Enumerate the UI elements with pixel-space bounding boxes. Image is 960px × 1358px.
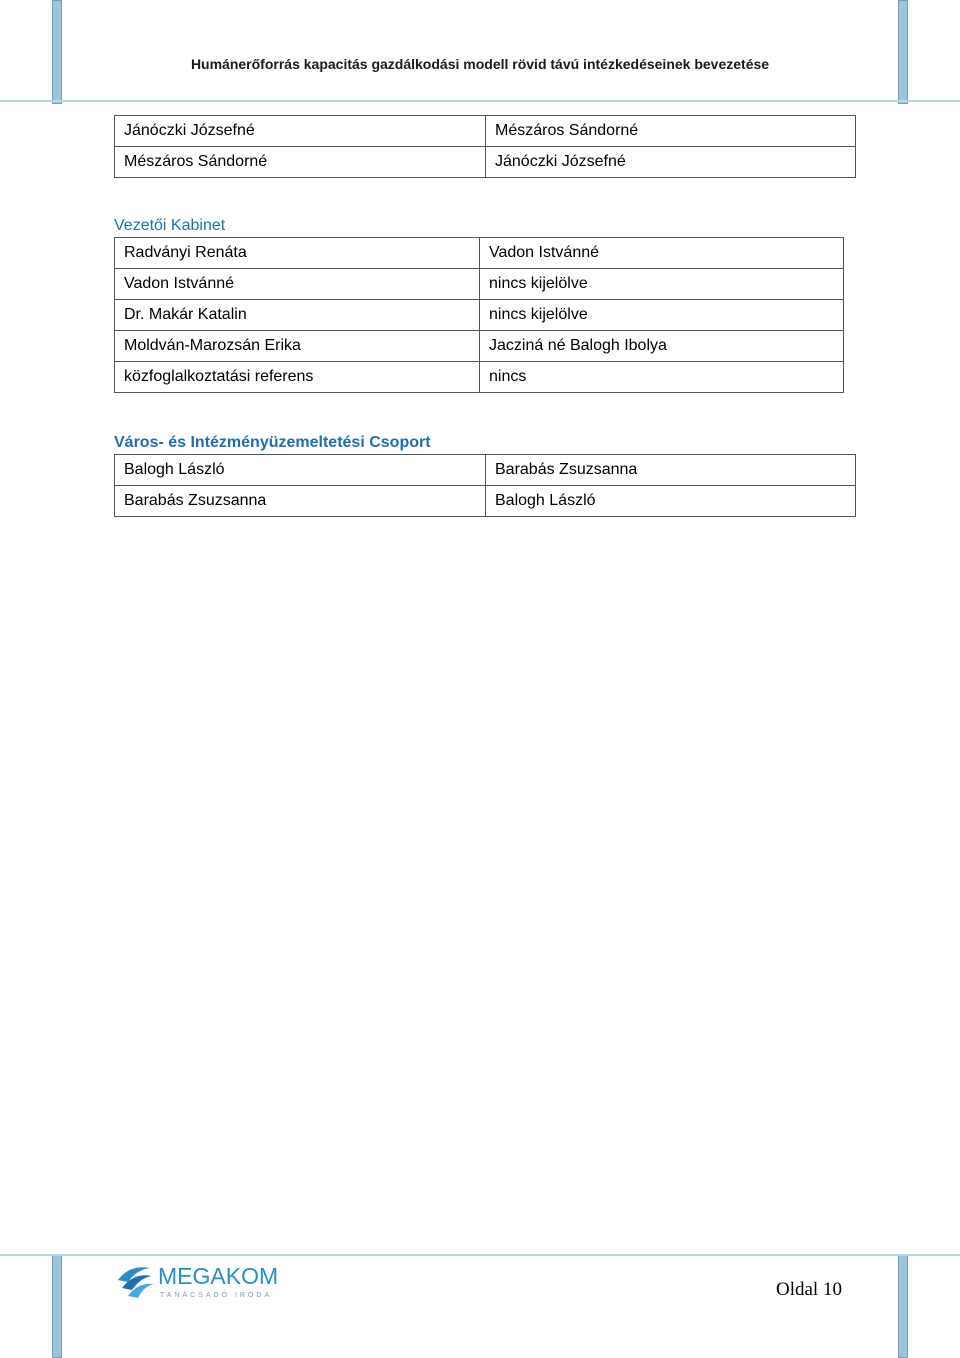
table-cell: Balogh László bbox=[486, 486, 856, 517]
table-cell: közfoglalkoztatási referens bbox=[115, 362, 480, 393]
assignment-table-1 bbox=[114, 115, 856, 178]
table-cell: Mészáros Sándorné bbox=[486, 116, 856, 147]
table-cell: Jacziná né Balogh Ibolya bbox=[480, 331, 844, 362]
megakom-logo-icon bbox=[116, 1258, 286, 1302]
section-title-varos-intezmenyuzemeltetesi: Város- és Intézményüzemeltetési Csoport bbox=[114, 434, 431, 451]
svg-text:MEGAKOM: MEGAKOM bbox=[158, 1263, 279, 1289]
table-row bbox=[115, 238, 844, 269]
table-row bbox=[115, 116, 856, 147]
table-cell: Radványi Renáta bbox=[115, 238, 480, 269]
frame-bar-top-right bbox=[898, 0, 908, 104]
table-cell: Vadon Istvánné bbox=[480, 238, 844, 269]
table-cell: nincs kijelölve bbox=[480, 300, 844, 331]
table-row bbox=[115, 300, 844, 331]
table-row bbox=[115, 331, 844, 362]
table-row bbox=[115, 147, 856, 178]
header-rule bbox=[0, 100, 960, 102]
frame-bar-top-left bbox=[52, 0, 62, 104]
table-row bbox=[115, 362, 844, 393]
megakom-logo bbox=[116, 1258, 286, 1302]
table-cell: Moldván-Marozsán Erika bbox=[115, 331, 480, 362]
table-cell: Barabás Zsuzsanna bbox=[486, 455, 856, 486]
assignment-table-vezetoi-kabinet bbox=[114, 237, 844, 393]
page-number: Oldal 10 bbox=[776, 1279, 842, 1300]
assignment-table-varos bbox=[114, 454, 856, 517]
table-cell: Vadon Istvánné bbox=[115, 269, 480, 300]
table-row bbox=[115, 269, 844, 300]
table-row bbox=[115, 455, 856, 486]
table-cell: Dr. Makár Katalin bbox=[115, 300, 480, 331]
table-cell: Balogh László bbox=[115, 455, 486, 486]
table-cell: Jánóczki Józsefné bbox=[486, 147, 856, 178]
section-title-vezetoi-kabinet: Vezetői Kabinet bbox=[114, 217, 226, 234]
frame-bar-bottom-left bbox=[52, 1254, 62, 1358]
frame-bar-bottom-right bbox=[898, 1254, 908, 1358]
table-cell: Mészáros Sándorné bbox=[115, 147, 486, 178]
table-row bbox=[115, 486, 856, 517]
table-cell: nincs kijelölve bbox=[480, 269, 844, 300]
table-cell: nincs bbox=[480, 362, 844, 393]
table-cell: Barabás Zsuzsanna bbox=[115, 486, 486, 517]
page-header-title: Humánerőforrás kapacitás gazdálkodási modell rövid távú intézkedéseinek bevezetése bbox=[190, 56, 770, 72]
footer-rule bbox=[0, 1254, 960, 1256]
svg-text:TANÁCSADÓ IRODA: TANÁCSADÓ IRODA bbox=[160, 1292, 273, 1299]
table-cell: Jánóczki Józsefné bbox=[115, 116, 486, 147]
